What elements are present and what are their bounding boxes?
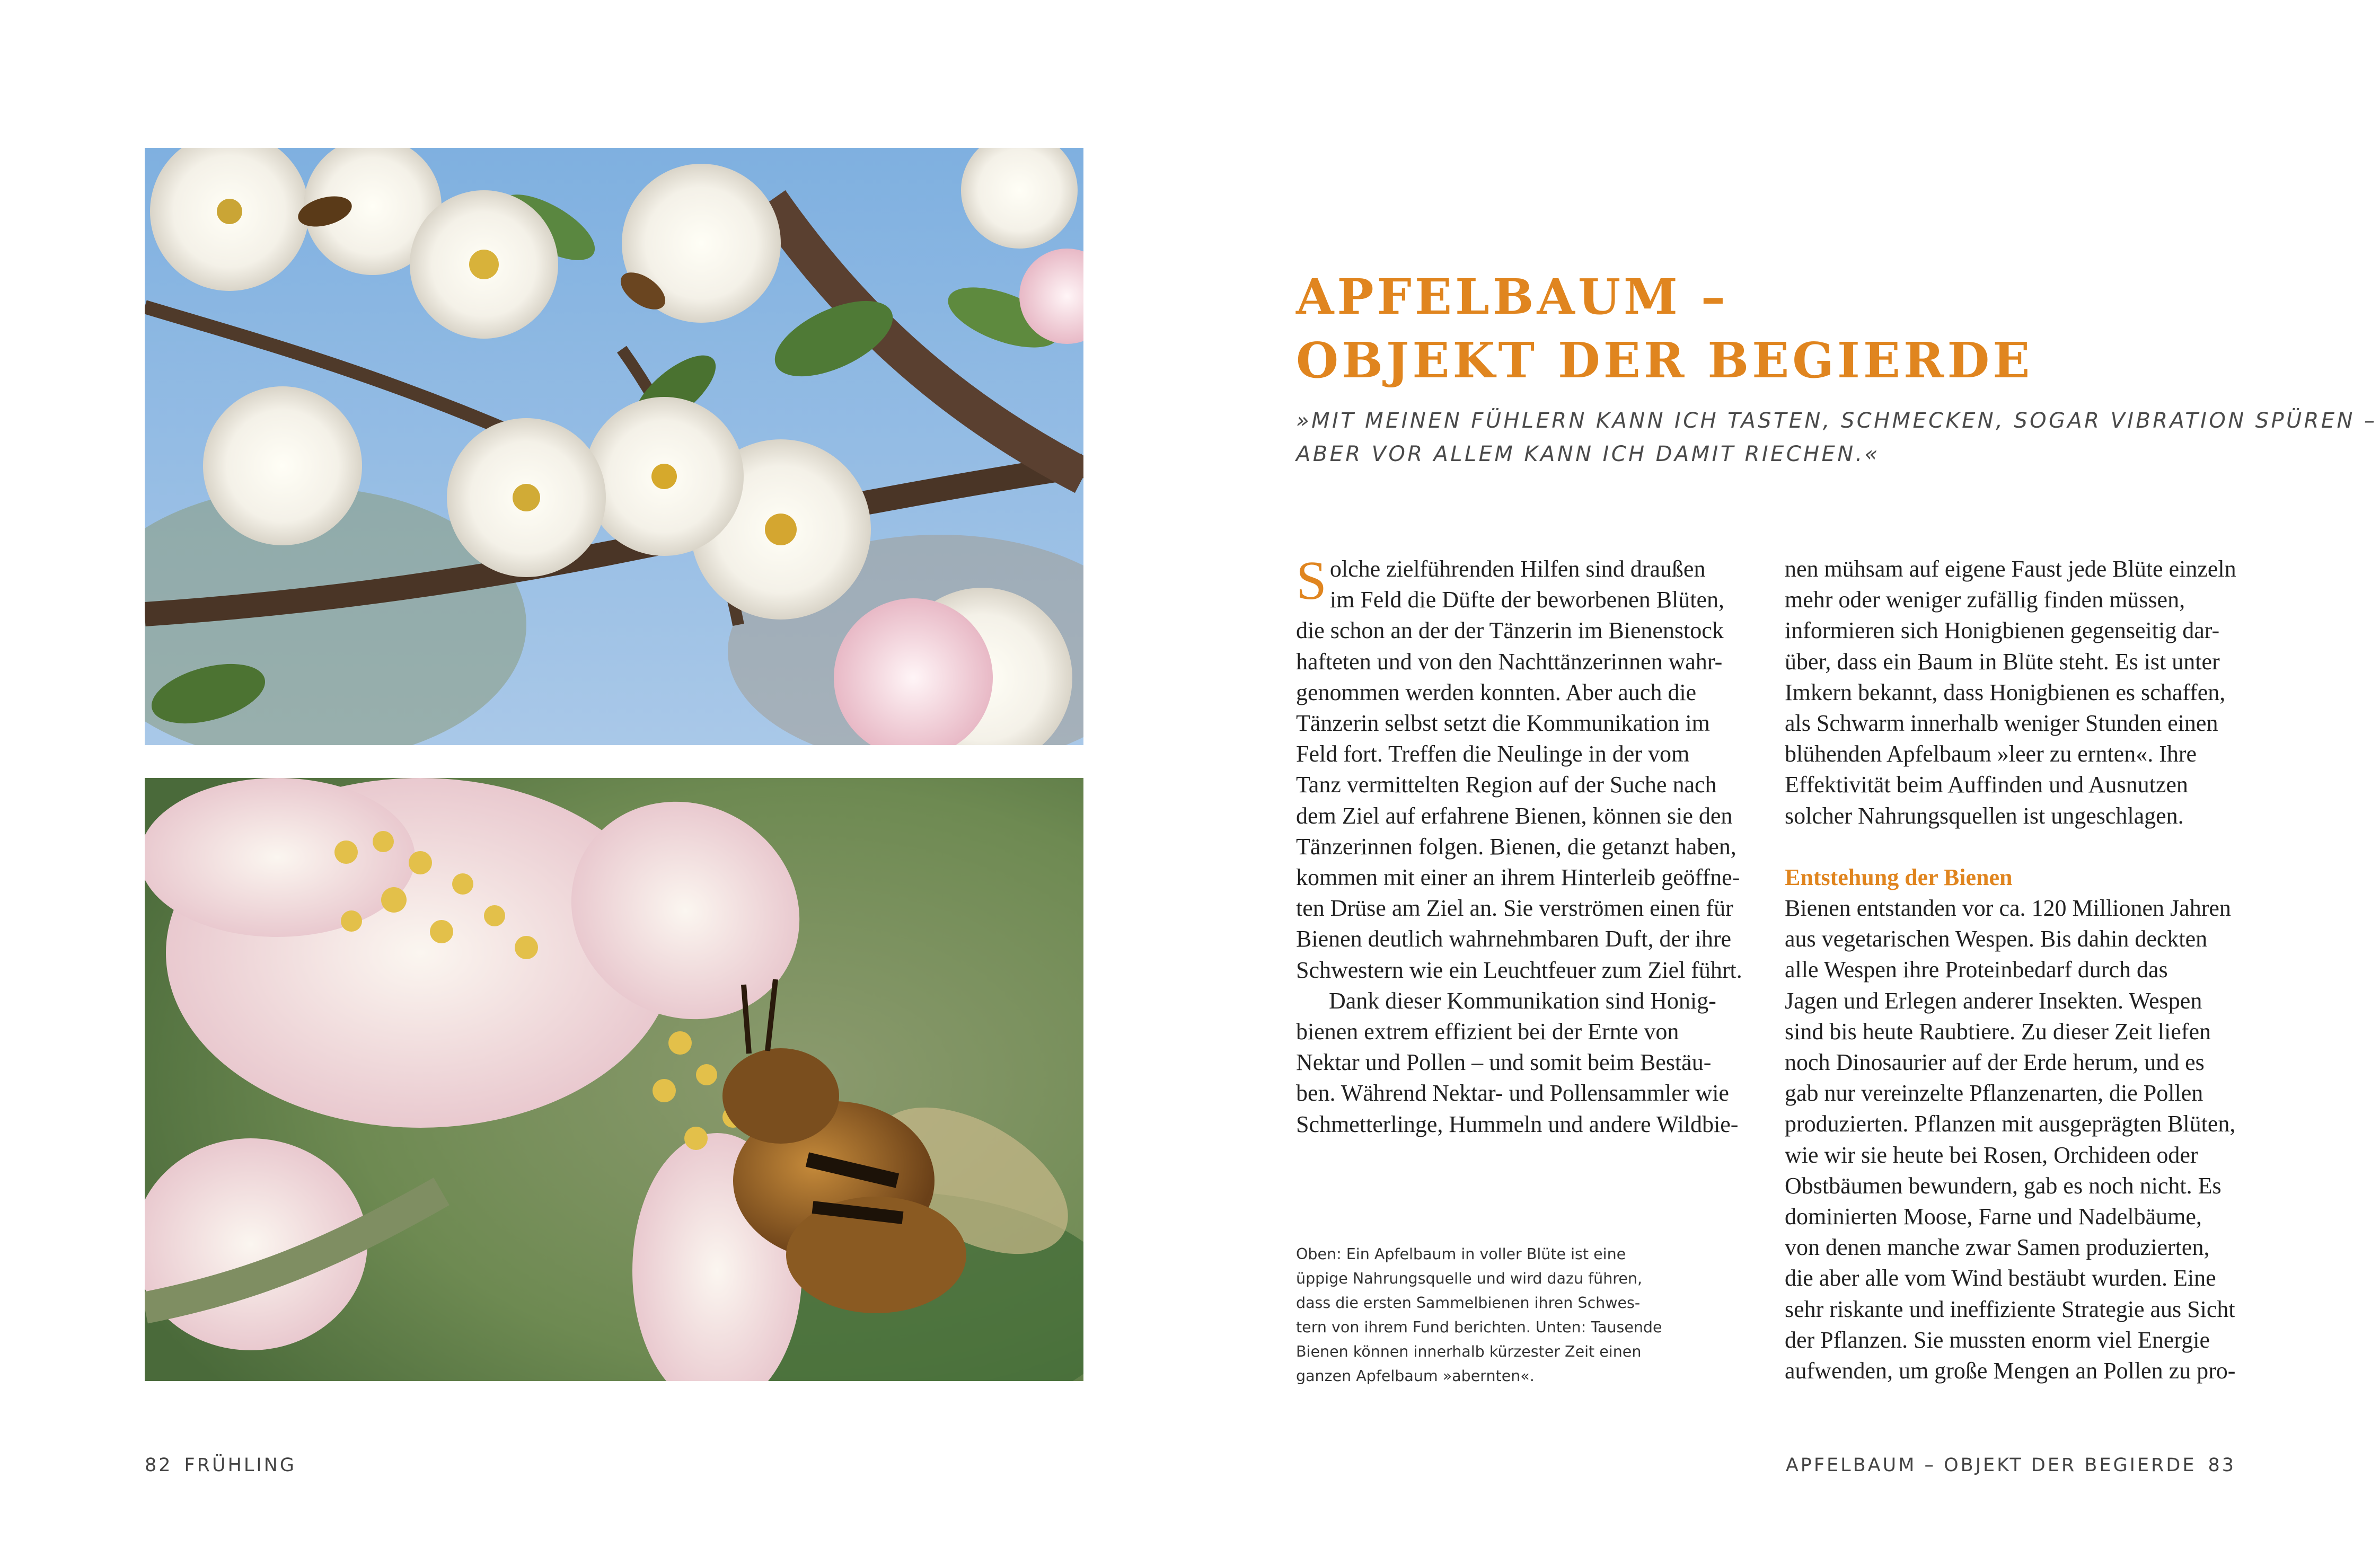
body-line: informieren sich Honigbienen gegenseitig dar-: [1785, 617, 2220, 644]
body-line: Bienen entstanden vor ca. 120 Millionen Jahren: [1785, 895, 2231, 922]
body-line: noch Dinosaurier auf der Erde herum, und es: [1785, 1049, 2205, 1076]
caption-line: dass die ersten Sammelbienen ihren Schwes-: [1296, 1294, 1641, 1312]
body-line: aus vegetarischen Wespen. Bis dahin deckten: [1785, 926, 2208, 952]
body-line: die aber alle vom Wind bestäubt wurden. Eine: [1785, 1265, 2216, 1291]
paragraph-gap: [1785, 831, 2246, 862]
body-line: Tanz vermittelten Region auf der Suche nach: [1296, 772, 1717, 798]
body-line: im Feld die Düfte der beworbenen Blüten,: [1329, 587, 1724, 613]
caption-line: Bienen können innerhalb kürzester Zeit einen: [1296, 1343, 1642, 1360]
running-title: APFELBAUM – OBJEKT DER BEGIERDE: [1785, 1455, 2197, 1476]
caption-line: ganzen Apfelbaum »abernten«.: [1296, 1367, 1535, 1385]
body-line: Dank dieser Kommunikation sind Honig-: [1329, 987, 1716, 1014]
page-number-right: 83: [2208, 1455, 2236, 1476]
body-line: von denen manche zwar Samen produzierten,: [1785, 1234, 2210, 1261]
body-line: über, dass ein Baum in Blüte steht. Es ist unter: [1785, 648, 2220, 675]
page-number-left: 82: [145, 1455, 173, 1476]
body-line: als Schwarm innerhalb weniger Stunden einen: [1785, 710, 2218, 737]
heading-line-1: APFELBAUM –: [1296, 268, 1729, 325]
heading-line-2: OBJEKT DER BEGIERDE: [1296, 332, 2033, 389]
bee-quote: [1296, 404, 2377, 471]
body-line: Bienen deutlich wahrnehmbaren Duft, der ihre: [1296, 926, 1732, 952]
body-line: sehr riskante und ineffiziente Strategie aus Sicht: [1785, 1296, 2235, 1322]
body-line: genommen werden konnten. Aber auch die: [1296, 679, 1697, 705]
body-line: Imkern bekannt, dass Honigbienen es schaffen,: [1785, 679, 2226, 705]
article-heading: [1296, 265, 2250, 392]
body-line: ten Drüse am Ziel an. Sie verströmen einen für: [1296, 895, 1733, 922]
body-line: hafteten und von den Nachttänzerinnen wahr-: [1296, 648, 1723, 675]
photo-caption: [1296, 1242, 1699, 1388]
body-column-right: [1785, 554, 2246, 1386]
body-line: die schon an der der Tänzerin im Bienenstock: [1296, 617, 1724, 644]
body-line: kommen mit einer an ihrem Hinterleib geöffne-: [1296, 864, 1740, 891]
body-line: Schwestern wie ein Leuchtfeuer zum Ziel führt.: [1296, 957, 1742, 983]
bee-on-blossom-photo: [145, 778, 1083, 1381]
body-line: Jagen und Erlegen anderer Insekten. Wespen: [1785, 987, 2202, 1014]
body-line: alle Wespen ihre Proteinbedarf durch das: [1785, 957, 2168, 983]
apple-blossom-photo: [145, 148, 1083, 745]
caption-line: tern von ihrem Fund berichten. Unten: Tausende: [1296, 1319, 1662, 1336]
body-line: Feld fort. Treffen die Neulinge in der vom: [1296, 741, 1690, 767]
body-line: olche zielführenden Hilfen sind draußen: [1329, 556, 1706, 582]
body-line: gab nur vereinzelte Pflanzenarten, die Pollen: [1785, 1080, 2203, 1107]
body-line: Obstbäumen bewundern, gab es noch nicht. Es: [1785, 1172, 2222, 1199]
body-line: ben. Während Nektar- und Pollensammler wie: [1296, 1080, 1729, 1107]
quote-line-1: »MIT MEINEN FÜHLERN KANN ICH TASTEN, SCHMECKEN, SOGAR VIBRATION SPÜREN –: [1296, 409, 2377, 433]
section-title: FRÜHLING: [184, 1455, 297, 1476]
body-line: bienen extrem effizient bei der Ernte von: [1296, 1019, 1679, 1045]
body-line: solcher Nahrungsquellen ist ungeschlagen.: [1785, 802, 2184, 829]
body-line: der Pflanzen. Sie mussten enorm viel Energie: [1785, 1326, 2210, 1353]
quote-line-2: ABER VOR ALLEM KANN ICH DAMIT RIECHEN.«: [1296, 442, 1880, 466]
body-line: sind bis heute Raubtiere. Zu dieser Zeit liefen: [1785, 1018, 2211, 1045]
body-line: Nektar und Pollen – und somit beim Bestäu-: [1296, 1049, 1712, 1076]
body-line: mehr oder weniger zufällig finden müssen,: [1785, 587, 2185, 613]
body-line: Tänzerin selbst setzt die Kommunikation im: [1296, 710, 1710, 737]
body-line: wie wir sie heute bei Rosen, Orchideen oder: [1785, 1142, 2198, 1168]
body-line: aufwenden, um große Mengen an Pollen zu pro-: [1785, 1358, 2236, 1384]
body-line: Schmetterlinge, Hummeln und andere Wildbie-: [1296, 1111, 1739, 1137]
body-line: dem Ziel auf erfahrene Bienen, können sie den: [1296, 802, 1733, 829]
footer-left: [145, 1455, 296, 1476]
body-line: dominierten Moose, Farne und Nadelbäume,: [1785, 1204, 2202, 1230]
caption-line: Oben: Ein Apfelbaum in voller Blüte ist eine: [1296, 1245, 1626, 1263]
body-line: blühenden Apfelbaum »leer zu ernten«. Ihre: [1785, 741, 2197, 767]
body-line: nen mühsam auf eigene Faust jede Blüte einzeln: [1785, 556, 2236, 582]
body-column-left: [1296, 550, 1752, 1140]
caption-line: üppige Nahrungsquelle und wird dazu führen,: [1296, 1270, 1643, 1287]
body-line: Effektivität beim Auffinden und Ausnutzen: [1785, 772, 2188, 798]
body-line: Tänzerinnen folgen. Bienen, die getanzt haben,: [1296, 833, 1736, 860]
subheading: Entstehung der Bienen: [1785, 864, 2013, 890]
body-line: produzierten. Pflanzen mit ausgeprägten Blüten,: [1785, 1111, 2236, 1137]
footer-right: [1786, 1455, 2236, 1476]
drop-cap: S: [1296, 550, 1327, 611]
